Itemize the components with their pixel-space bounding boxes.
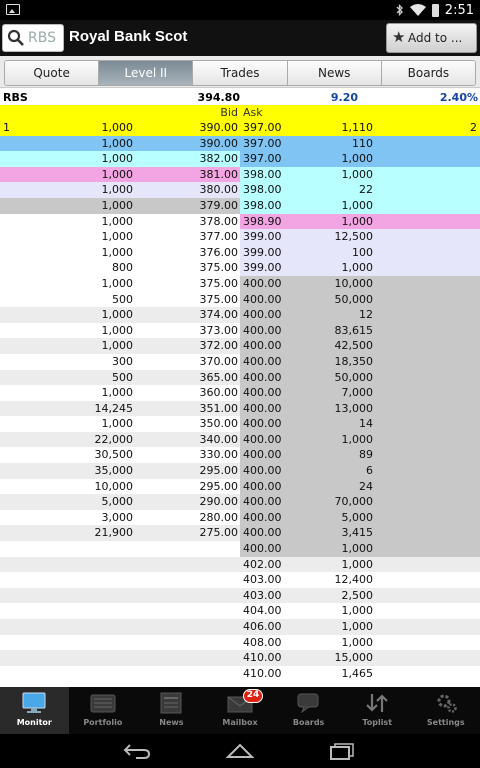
- bid-price: 295.00: [199, 479, 238, 493]
- ask-size: 1,000: [341, 620, 373, 633]
- bid-cell: [0, 151, 240, 167]
- bid-price: 374.00: [199, 308, 238, 322]
- order-book-row[interactable]: [0, 245, 480, 261]
- add-to-button[interactable]: [386, 23, 477, 53]
- order-book-row[interactable]: [0, 619, 480, 635]
- bid-cell: [0, 260, 240, 276]
- bid-price: 390.00: [199, 136, 238, 150]
- ask-cell: [240, 510, 480, 526]
- ask-price: 398.00: [243, 167, 282, 181]
- tab-trades[interactable]: Trades: [193, 61, 287, 85]
- toplist-icon: [364, 692, 390, 714]
- bid-cell: [0, 494, 240, 510]
- bid-cell: [0, 666, 240, 682]
- ask-price: 400.00: [243, 354, 282, 368]
- bid-cell: [0, 323, 240, 339]
- ask-size: 12,500: [334, 230, 373, 244]
- order-book-row[interactable]: [0, 494, 480, 510]
- bid-price: 280.00: [199, 510, 238, 524]
- tab-bar: [0, 56, 480, 88]
- ask-size: 1,000: [341, 167, 373, 181]
- bid-cell: [0, 401, 240, 417]
- recents-icon[interactable]: [328, 741, 358, 761]
- ask-cell: [240, 650, 480, 666]
- ask-size: 18,350: [334, 354, 373, 368]
- order-book-row[interactable]: [0, 338, 480, 354]
- bid-cell: [0, 557, 240, 573]
- ask-cell: [240, 370, 480, 386]
- bid-cell: [0, 120, 240, 136]
- ask-cell: [240, 323, 480, 339]
- ask-price: 410.00: [243, 666, 282, 680]
- ask-cell: [240, 354, 480, 370]
- add-to-label: Add to ...: [408, 31, 463, 45]
- ask-cell: [240, 307, 480, 323]
- ask-size: 22: [359, 183, 373, 197]
- bid-price: 365.00: [199, 370, 238, 384]
- ask-size: 50,000: [334, 292, 373, 306]
- symbol-search-field[interactable]: [2, 24, 64, 52]
- quote-summary: [0, 89, 480, 105]
- tab-quote[interactable]: Quote: [5, 61, 99, 85]
- bid-cell: [0, 338, 240, 354]
- nav-mailbox[interactable]: [206, 687, 275, 734]
- ask-price: 400.00: [243, 370, 282, 384]
- bid-cell: [0, 370, 240, 386]
- monitor-icon: [21, 692, 47, 714]
- ask-size: 2,500: [341, 588, 373, 602]
- bid-cell: [0, 650, 240, 666]
- ask-size: 12,400: [334, 573, 373, 587]
- ask-size: 83,615: [334, 323, 373, 337]
- bid-size: 1,000: [101, 167, 133, 181]
- search-value: RBS: [28, 30, 56, 46]
- ask-header: Ask: [243, 106, 263, 119]
- bid-cell: [0, 385, 240, 401]
- status-time: 2:51: [444, 2, 474, 18]
- nav-news-label: News: [159, 718, 184, 727]
- summary-symbol: RBS: [3, 91, 28, 104]
- bid-cell: [0, 447, 240, 463]
- order-book-row[interactable]: [0, 603, 480, 619]
- bid-price: 360.00: [199, 386, 238, 400]
- ask-cell: [240, 245, 480, 261]
- bid-cell: [0, 463, 240, 479]
- ask-price: 403.00: [243, 588, 282, 602]
- bid-price: 370.00: [199, 354, 238, 368]
- bid-size: 1,000: [101, 198, 133, 212]
- boards-icon: [296, 692, 322, 714]
- bid-size: 1,000: [101, 230, 133, 244]
- star-icon: ★: [392, 28, 406, 46]
- bid-price: 350.00: [199, 417, 238, 431]
- bid-price: 375.00: [199, 261, 238, 275]
- bid-cell: [0, 229, 240, 245]
- title-bar: [0, 20, 480, 56]
- ask-cell: [240, 167, 480, 183]
- bid-cell: [0, 510, 240, 526]
- order-book-row[interactable]: [0, 557, 480, 573]
- tab-boards[interactable]: Boards: [382, 61, 475, 85]
- order-book-row[interactable]: [0, 323, 480, 339]
- ask-price: 397.00: [243, 121, 282, 134]
- bid-header: Bid: [220, 106, 238, 119]
- bid-cell: [0, 572, 240, 588]
- nav-mailbox-label: Mailbox: [222, 718, 258, 727]
- order-book-row[interactable]: [0, 510, 480, 526]
- ask-cell: [240, 136, 480, 152]
- bid-size: 1,000: [101, 214, 133, 228]
- ask-size: 70,000: [334, 495, 373, 509]
- order-book-row[interactable]: [0, 292, 480, 308]
- bid-size: 500: [112, 370, 133, 384]
- order-book-row[interactable]: [0, 198, 480, 214]
- order-book-row[interactable]: [0, 120, 480, 136]
- ask-cell: [240, 214, 480, 230]
- bid-cell: [0, 635, 240, 651]
- bid-cell: [0, 541, 240, 557]
- bid-price: 380.00: [199, 183, 238, 197]
- ask-price: 398.00: [243, 198, 282, 212]
- bid-price: 290.00: [199, 495, 238, 509]
- nav-boards-label: Boards: [292, 718, 325, 727]
- order-book-row[interactable]: [0, 276, 480, 292]
- order-book-row[interactable]: [0, 572, 480, 588]
- nav-settings-label: Settings: [426, 718, 465, 727]
- battery-icon: [432, 4, 439, 17]
- bid-size: 30,500: [94, 448, 133, 462]
- ask-price: 399.00: [243, 261, 282, 275]
- ask-size: 13,000: [334, 401, 373, 415]
- ask-price: 400.00: [243, 401, 282, 415]
- ask-cell: [240, 494, 480, 510]
- order-book-row[interactable]: [0, 370, 480, 386]
- nav-settings[interactable]: [411, 687, 480, 734]
- bid-size: 3,000: [101, 510, 133, 524]
- image-icon: [6, 4, 20, 15]
- bid-cell: [0, 245, 240, 261]
- bid-size: 1,000: [101, 136, 133, 150]
- bid-price: 377.00: [199, 230, 238, 244]
- order-book-row[interactable]: [0, 650, 480, 666]
- bid-price: 381.00: [199, 167, 238, 181]
- nav-portfolio-label: Portfolio: [83, 718, 123, 727]
- ask-cell: [240, 525, 480, 541]
- ask-cell: [240, 603, 480, 619]
- ask-price: 400.00: [243, 432, 282, 446]
- order-book-row[interactable]: [0, 666, 480, 682]
- bid-size: 1,000: [101, 323, 133, 337]
- ask-price: 400.00: [243, 386, 282, 400]
- bid-cell: [0, 588, 240, 604]
- instrument-title: Royal Bank Scot: [69, 28, 188, 45]
- ask-cell: [240, 463, 480, 479]
- bid-cell: [0, 182, 240, 198]
- order-book-row[interactable]: [0, 447, 480, 463]
- ask-size: 15,000: [334, 651, 373, 665]
- bid-cell: [0, 167, 240, 183]
- ask-size: 6: [366, 464, 373, 478]
- ask-price: 400.00: [243, 526, 282, 540]
- order-book-row[interactable]: [0, 260, 480, 276]
- bid-size: 21,900: [94, 526, 133, 540]
- ask-price: 403.00: [243, 573, 282, 587]
- bid-size: 10,000: [94, 479, 133, 493]
- order-book-row[interactable]: [0, 463, 480, 479]
- ask-size: 1,000: [341, 198, 373, 212]
- ask-size: 1,000: [341, 152, 373, 166]
- bid-cell: [0, 136, 240, 152]
- bid-count: 1: [3, 121, 10, 134]
- bid-size: 35,000: [94, 464, 133, 478]
- bid-price: 330.00: [199, 448, 238, 462]
- bid-price: 373.00: [199, 323, 238, 337]
- order-book-row[interactable]: [0, 307, 480, 323]
- ask-size: 7,000: [341, 386, 373, 400]
- summary-last-price: 394.80: [197, 91, 240, 104]
- bid-price: 382.00: [199, 152, 238, 166]
- order-book-row[interactable]: [0, 479, 480, 495]
- bid-cell: [0, 432, 240, 448]
- ask-cell: [240, 276, 480, 292]
- bid-size: 1,000: [101, 245, 133, 259]
- ask-size: 1,000: [341, 542, 373, 556]
- mailbox-badge: 24: [243, 689, 264, 703]
- ask-cell: [240, 557, 480, 573]
- ask-price: 399.00: [243, 245, 282, 259]
- order-book-row[interactable]: [0, 229, 480, 245]
- order-book-row[interactable]: [0, 167, 480, 183]
- ask-price: 408.00: [243, 635, 282, 649]
- order-book[interactable]: [0, 120, 480, 687]
- tab-news[interactable]: News: [288, 61, 382, 85]
- ask-price: 397.00: [243, 136, 282, 150]
- order-book-row[interactable]: [0, 588, 480, 604]
- nav-monitor[interactable]: [0, 687, 69, 734]
- ask-size: 3,415: [341, 526, 373, 540]
- bid-size: 1,000: [101, 183, 133, 197]
- order-book-row[interactable]: [0, 214, 480, 230]
- bottom-nav: [0, 687, 480, 734]
- settings-icon: [433, 692, 459, 714]
- ask-size: 1,000: [341, 432, 373, 446]
- ask-cell: [240, 619, 480, 635]
- ask-cell: [240, 229, 480, 245]
- system-nav-bar: [0, 734, 480, 768]
- nav-toplist-label: Toplist: [362, 718, 393, 727]
- ask-size: 42,500: [334, 339, 373, 353]
- bid-price: 295.00: [199, 464, 238, 478]
- ask-price: 400.00: [243, 510, 282, 524]
- summary-change-percent: 2.40%: [439, 91, 478, 104]
- home-icon[interactable]: [225, 741, 255, 761]
- bid-price: 378.00: [199, 214, 238, 228]
- ask-size: 24: [359, 479, 373, 493]
- ask-size: 1,465: [341, 666, 373, 680]
- ask-size: 1,000: [341, 604, 373, 618]
- bid-size: 5,000: [101, 495, 133, 509]
- wifi-icon: [410, 4, 426, 16]
- ask-price: 406.00: [243, 620, 282, 633]
- bid-cell: [0, 276, 240, 292]
- bid-cell: [0, 525, 240, 541]
- bid-price: 372.00: [199, 339, 238, 353]
- order-book-header: [0, 105, 480, 120]
- portfolio-icon: [90, 692, 116, 714]
- ask-size: 1,000: [341, 261, 373, 275]
- ask-price: 400.00: [243, 448, 282, 462]
- ask-size: 14: [359, 417, 373, 431]
- ask-size: 1,110: [341, 121, 373, 134]
- bid-size: 1,000: [101, 276, 133, 290]
- bid-size: 1,000: [101, 386, 133, 400]
- ask-price: 400.00: [243, 323, 282, 337]
- news-icon: [158, 692, 184, 714]
- nav-boards[interactable]: [274, 687, 343, 734]
- order-book-row[interactable]: [0, 182, 480, 198]
- ask-cell: [240, 416, 480, 432]
- ask-size: 10,000: [334, 276, 373, 290]
- ask-size: 50,000: [334, 370, 373, 384]
- order-book-row[interactable]: [0, 416, 480, 432]
- ask-cell: [240, 385, 480, 401]
- order-book-row[interactable]: [0, 385, 480, 401]
- ask-cell: [240, 447, 480, 463]
- bid-price: 375.00: [199, 292, 238, 306]
- nav-monitor-label: Monitor: [16, 718, 52, 727]
- order-book-row[interactable]: [0, 401, 480, 417]
- ask-price: 402.00: [243, 557, 282, 571]
- bid-cell: [0, 479, 240, 495]
- ask-cell: [240, 292, 480, 308]
- bid-cell: [0, 307, 240, 323]
- bid-size: 1,000: [101, 339, 133, 353]
- bid-price: 351.00: [199, 401, 238, 415]
- ask-price: 400.00: [243, 308, 282, 322]
- ask-cell: [240, 432, 480, 448]
- bid-size: 500: [112, 292, 133, 306]
- bid-size: 1,000: [101, 152, 133, 166]
- bid-size: 1,000: [101, 121, 133, 134]
- ask-price: 400.00: [243, 276, 282, 290]
- nav-portfolio[interactable]: [69, 687, 138, 734]
- ask-cell: [240, 479, 480, 495]
- order-book-row[interactable]: [0, 525, 480, 541]
- ask-size: 1,000: [341, 557, 373, 571]
- ask-cell: [240, 635, 480, 651]
- order-book-row[interactable]: [0, 136, 480, 152]
- nav-news[interactable]: [137, 687, 206, 734]
- search-icon: [7, 29, 25, 47]
- summary-change: 9.20: [330, 91, 358, 104]
- bid-price: 379.00: [199, 198, 238, 212]
- ask-cell: [240, 260, 480, 276]
- bid-price: 390.00: [199, 121, 238, 134]
- ask-cell: [240, 572, 480, 588]
- ask-cell: [240, 120, 480, 136]
- bid-cell: [0, 214, 240, 230]
- ask-price: 399.00: [243, 230, 282, 244]
- bid-price: 376.00: [199, 245, 238, 259]
- bid-size: 22,000: [94, 432, 133, 446]
- order-book-row[interactable]: [0, 635, 480, 651]
- ask-size: 110: [352, 136, 373, 150]
- ask-price: 398.90: [243, 214, 282, 228]
- ask-cell: [240, 401, 480, 417]
- ask-price: 404.00: [243, 604, 282, 618]
- status-bar: [0, 0, 480, 20]
- nav-toplist[interactable]: [343, 687, 412, 734]
- ask-cell: [240, 588, 480, 604]
- ask-cell: [240, 338, 480, 354]
- order-book-row[interactable]: [0, 541, 480, 557]
- ask-price: 400.00: [243, 417, 282, 431]
- ask-count: 2: [470, 121, 477, 134]
- tab-level-ii[interactable]: Level II: [99, 61, 193, 85]
- bid-size: 800: [112, 261, 133, 275]
- ask-price: 400.00: [243, 464, 282, 478]
- ask-price: 400.00: [243, 479, 282, 493]
- order-book-row[interactable]: [0, 354, 480, 370]
- ask-cell: [240, 541, 480, 557]
- bid-cell: [0, 416, 240, 432]
- status-icons: [396, 1, 474, 19]
- bid-cell: [0, 619, 240, 635]
- bid-price: 340.00: [199, 432, 238, 446]
- ask-size: 1,000: [341, 214, 373, 228]
- bid-size: 14,245: [94, 401, 133, 415]
- bid-cell: [0, 603, 240, 619]
- ask-cell: [240, 182, 480, 198]
- ask-price: 400.00: [243, 542, 282, 556]
- bid-price: 375.00: [199, 276, 238, 290]
- tabs: [4, 60, 476, 86]
- ask-size: 1,000: [341, 635, 373, 649]
- ask-cell: [240, 151, 480, 167]
- bid-cell: [0, 354, 240, 370]
- back-icon[interactable]: [122, 741, 152, 761]
- ask-size: 5,000: [341, 510, 373, 524]
- ask-price: 410.00: [243, 651, 282, 665]
- ask-price: 400.00: [243, 292, 282, 306]
- bid-price: 275.00: [199, 526, 238, 540]
- ask-size: 89: [359, 448, 373, 462]
- bid-size: 1,000: [101, 417, 133, 431]
- bid-cell: [0, 292, 240, 308]
- ask-price: 400.00: [243, 339, 282, 353]
- ask-price: 398.00: [243, 183, 282, 197]
- order-book-row[interactable]: [0, 432, 480, 448]
- ask-price: 397.00: [243, 152, 282, 166]
- ask-price: 400.00: [243, 495, 282, 509]
- bluetooth-icon: [396, 4, 404, 17]
- bid-size: 1,000: [101, 308, 133, 322]
- ask-size: 12: [359, 308, 373, 322]
- ask-cell: [240, 666, 480, 682]
- order-book-row[interactable]: [0, 151, 480, 167]
- ask-cell: [240, 198, 480, 214]
- bid-size: 300: [112, 354, 133, 368]
- bid-cell: [0, 198, 240, 214]
- ask-size: 100: [352, 245, 373, 259]
